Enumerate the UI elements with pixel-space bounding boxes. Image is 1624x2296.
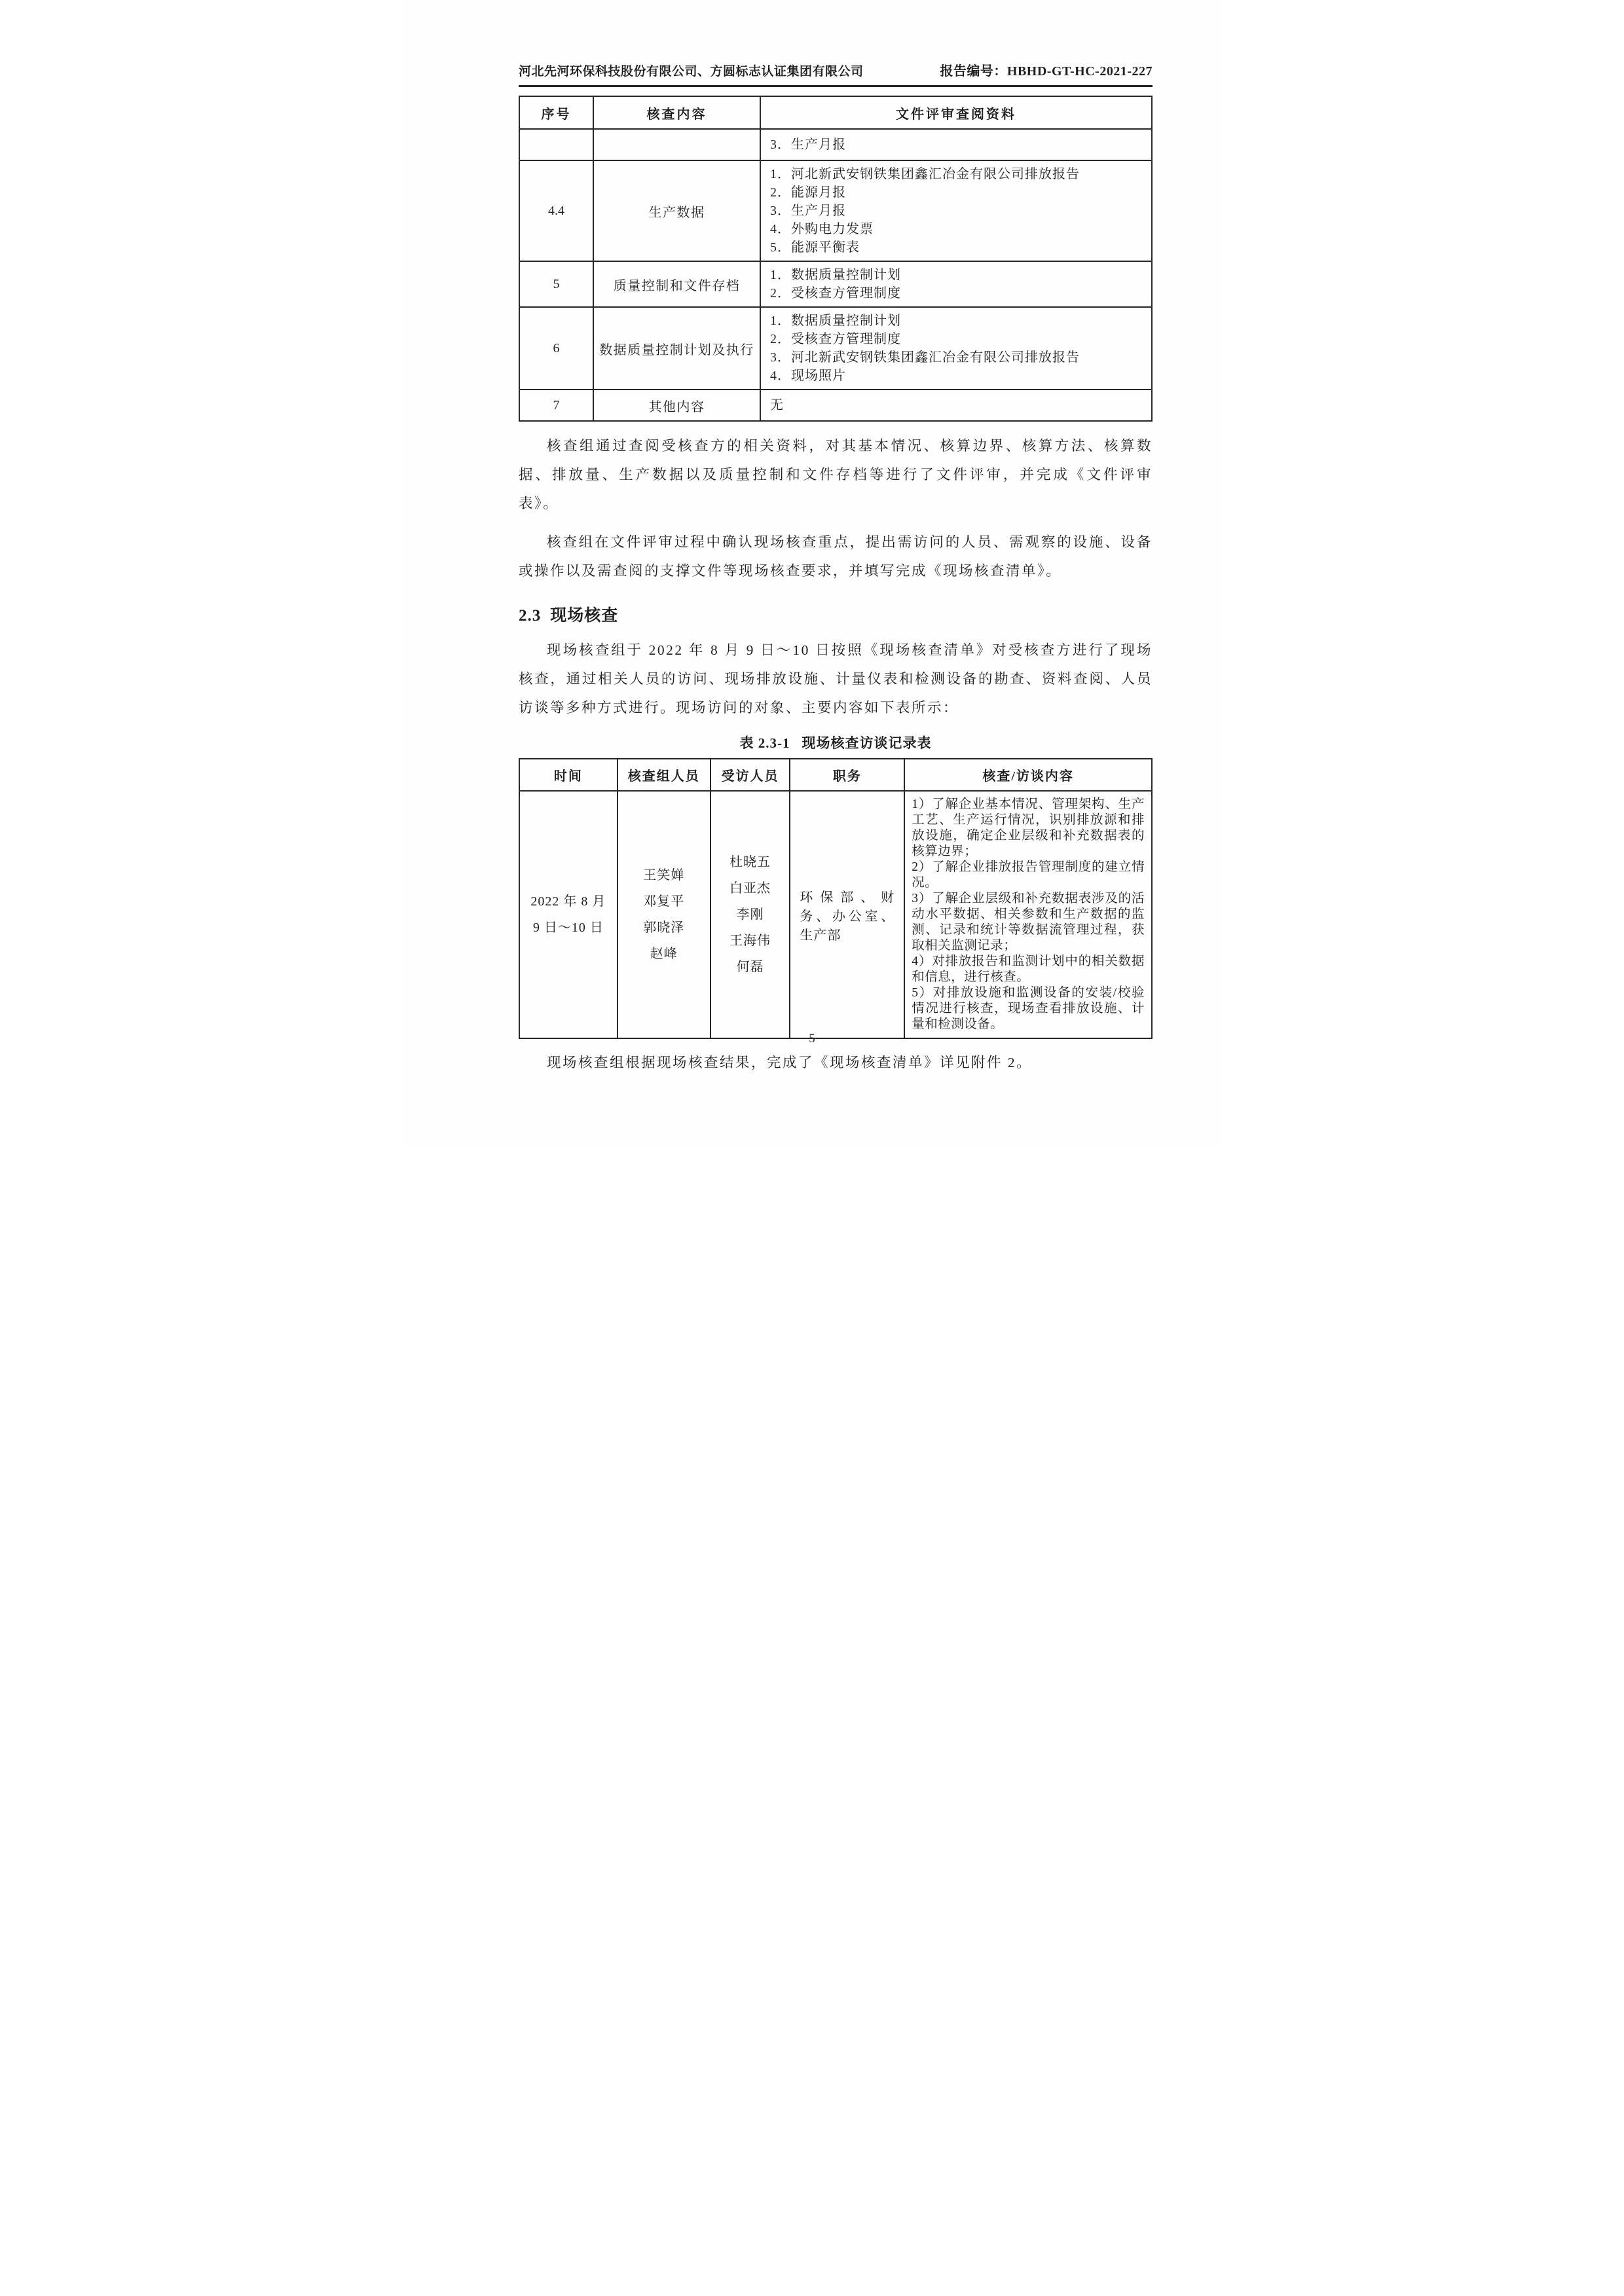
list-line: 4）对排放报告和监测计划中的相关数据和信息，进行核查。 [912, 955, 1145, 984]
doc-header [519, 60, 1153, 79]
list-line: 何磊 [736, 960, 764, 974]
content-cell: 其他内容 [593, 390, 760, 421]
paragraph-document-review: 核查组通过查阅受核查方的相关资料，对其基本情况、核算边界、核算方法、核算数据、排放量、生产数据以及质量控制和文件存档等进行了文件评审，并完成《文件评审表》。 [519, 438, 1153, 511]
list-line: 5．能源平衡表 [770, 240, 860, 255]
header-rule [519, 85, 1153, 87]
list-line: 1．数据质量控制计划 [770, 268, 902, 282]
list-line: 3）了解企业层级和补充数据表涉及的活动水平数据、相关参数和生产数据的监测、记录和统计等数据流管理过程，获取相关监测记录； [912, 892, 1145, 953]
interview-table-row [519, 791, 1152, 1038]
materials-cell [760, 129, 1152, 160]
caption-title: 现场核查访谈记录表 [802, 735, 932, 751]
report-number-value: HBHD-GT-HC-2021-227 [1006, 64, 1153, 79]
page-number: 5 [809, 1032, 815, 1046]
review-table-header-row [519, 96, 1152, 129]
list-line: 无 [770, 398, 784, 412]
list-line: 赵峰 [650, 947, 678, 961]
list-line: 李刚 [736, 907, 764, 922]
company-names: 河北先河环保科技股份有限公司、方圆标志认证集团有限公司 [519, 65, 864, 79]
interview-content-list [912, 797, 1145, 1032]
paragraph-onsite-focus: 核查组在文件评审过程中确认现场核查重点，提出需访问的人员、需观察的设施、设备或操作以及需查阅的支撑文件等现场核查要求，并填写完成《现场核查清单》。 [519, 534, 1153, 579]
materials-cell [760, 261, 1152, 307]
interview-table-header-row [519, 759, 1152, 791]
list-line: 9 日～10 日 [532, 920, 604, 935]
list-line: 2．能源月报 [770, 185, 847, 200]
review-table-row [519, 307, 1152, 390]
list-line: 2．受核查方管理制度 [770, 332, 902, 346]
materials-list [770, 136, 1146, 154]
document-review-table [519, 96, 1153, 422]
col-header-interviewee: 受访人员 [710, 759, 790, 791]
section-title: 现场核查 [550, 607, 619, 625]
materials-cell [760, 160, 1152, 261]
list-line: 2022 年 8 月 [530, 894, 606, 909]
col-header-content: 核查/访谈内容 [904, 759, 1152, 791]
document-page [406, 0, 1218, 1148]
list-line: 2）了解企业排放报告管理制度的建立情况。 [912, 860, 1145, 890]
interview-record-table [519, 758, 1153, 1039]
interview-content-cell [904, 791, 1152, 1038]
review-table-row [519, 390, 1152, 421]
materials-list [770, 266, 1146, 302]
section-heading [519, 602, 1153, 626]
list-line: 邓复平 [643, 894, 685, 909]
report-number-label: 报告编号： [940, 64, 1007, 79]
list-line: 白亚杰 [729, 881, 771, 896]
materials-list [770, 396, 1146, 414]
list-line: 1．河北新武安钢铁集团鑫汇冶金有限公司排放报告 [770, 167, 1080, 181]
list-line: 3．生产月报 [770, 137, 847, 152]
interviewee-cell [710, 791, 790, 1038]
seq-cell: 6 [519, 307, 593, 390]
review-table-row [519, 261, 1152, 307]
materials-list [770, 165, 1146, 257]
content-cell: 生产数据 [593, 160, 760, 261]
interviewee-list [715, 849, 786, 980]
content-cell: 数据质量控制计划及执行 [593, 307, 760, 390]
col-header-materials: 文件评审查阅资料 [760, 96, 1152, 129]
materials-list [770, 312, 1146, 385]
seq-cell: 7 [519, 390, 593, 421]
col-header-time: 时间 [519, 759, 618, 791]
seq-cell: 5 [519, 261, 593, 307]
closing-paragraph: 现场核查组根据现场核查结果，完成了《现场核查清单》详见附件 2。 [547, 1055, 1033, 1070]
time-cell [519, 791, 618, 1038]
list-line: 4．现场照片 [770, 369, 847, 383]
team-list [622, 862, 706, 967]
list-line: 3．河北新武安钢铁集团鑫汇冶金有限公司排放报告 [770, 350, 1080, 365]
list-line: 杜晓五 [729, 855, 771, 869]
review-table-row [519, 129, 1152, 160]
caption-label: 表 2.3-1 [739, 735, 790, 751]
time-list [524, 888, 613, 941]
list-line: 1）了解企业基本情况、管理架构、生产工艺、生产运行情况，识别排放源和排放设施，确定企业层级和补充数据表的核算边界； [912, 797, 1145, 858]
content-cell [593, 129, 760, 160]
seq-cell [519, 129, 593, 160]
list-line: 3．生产月报 [770, 204, 847, 218]
review-table-row [519, 160, 1152, 261]
seq-cell: 4.4 [519, 160, 593, 261]
col-header-content: 核查内容 [593, 96, 760, 129]
team-cell [618, 791, 710, 1038]
list-line: 王笑婵 [643, 868, 685, 883]
col-header-team: 核查组人员 [618, 759, 710, 791]
paragraph-onsite-visit: 现场核查组于 2022 年 8 月 9 日～10 日按照《现场核查清单》对受核查方进行了现场核查，通过相关人员的访问、现场排放设施、计量仪表和检测设备的勘查、资料查阅、人员访谈等多种方式进行。现场访问的对象、主要内容如下表所示： [519, 642, 1153, 716]
content-cell: 质量控制和文件存档 [593, 261, 760, 307]
materials-cell [760, 390, 1152, 421]
list-line: 郭晓泽 [643, 920, 685, 935]
report-number [940, 60, 1153, 79]
list-line: 王海伟 [729, 934, 771, 948]
position-cell: 环保部、财务、办公室、生产部 [790, 791, 904, 1038]
list-line: 2．受核查方管理制度 [770, 286, 902, 301]
list-line: 5）对排放设施和监测设备的安装/校验情况进行核查，现场查看排放设施、计量和检测设备。 [912, 986, 1145, 1031]
list-line: 1．数据质量控制计划 [770, 314, 902, 328]
col-header-position: 职务 [790, 759, 904, 791]
interview-table-caption [519, 733, 1153, 752]
materials-cell [760, 307, 1152, 390]
col-header-seq: 序号 [519, 96, 593, 129]
section-number: 2.3 [519, 607, 542, 625]
list-line: 4．外购电力发票 [770, 222, 874, 236]
